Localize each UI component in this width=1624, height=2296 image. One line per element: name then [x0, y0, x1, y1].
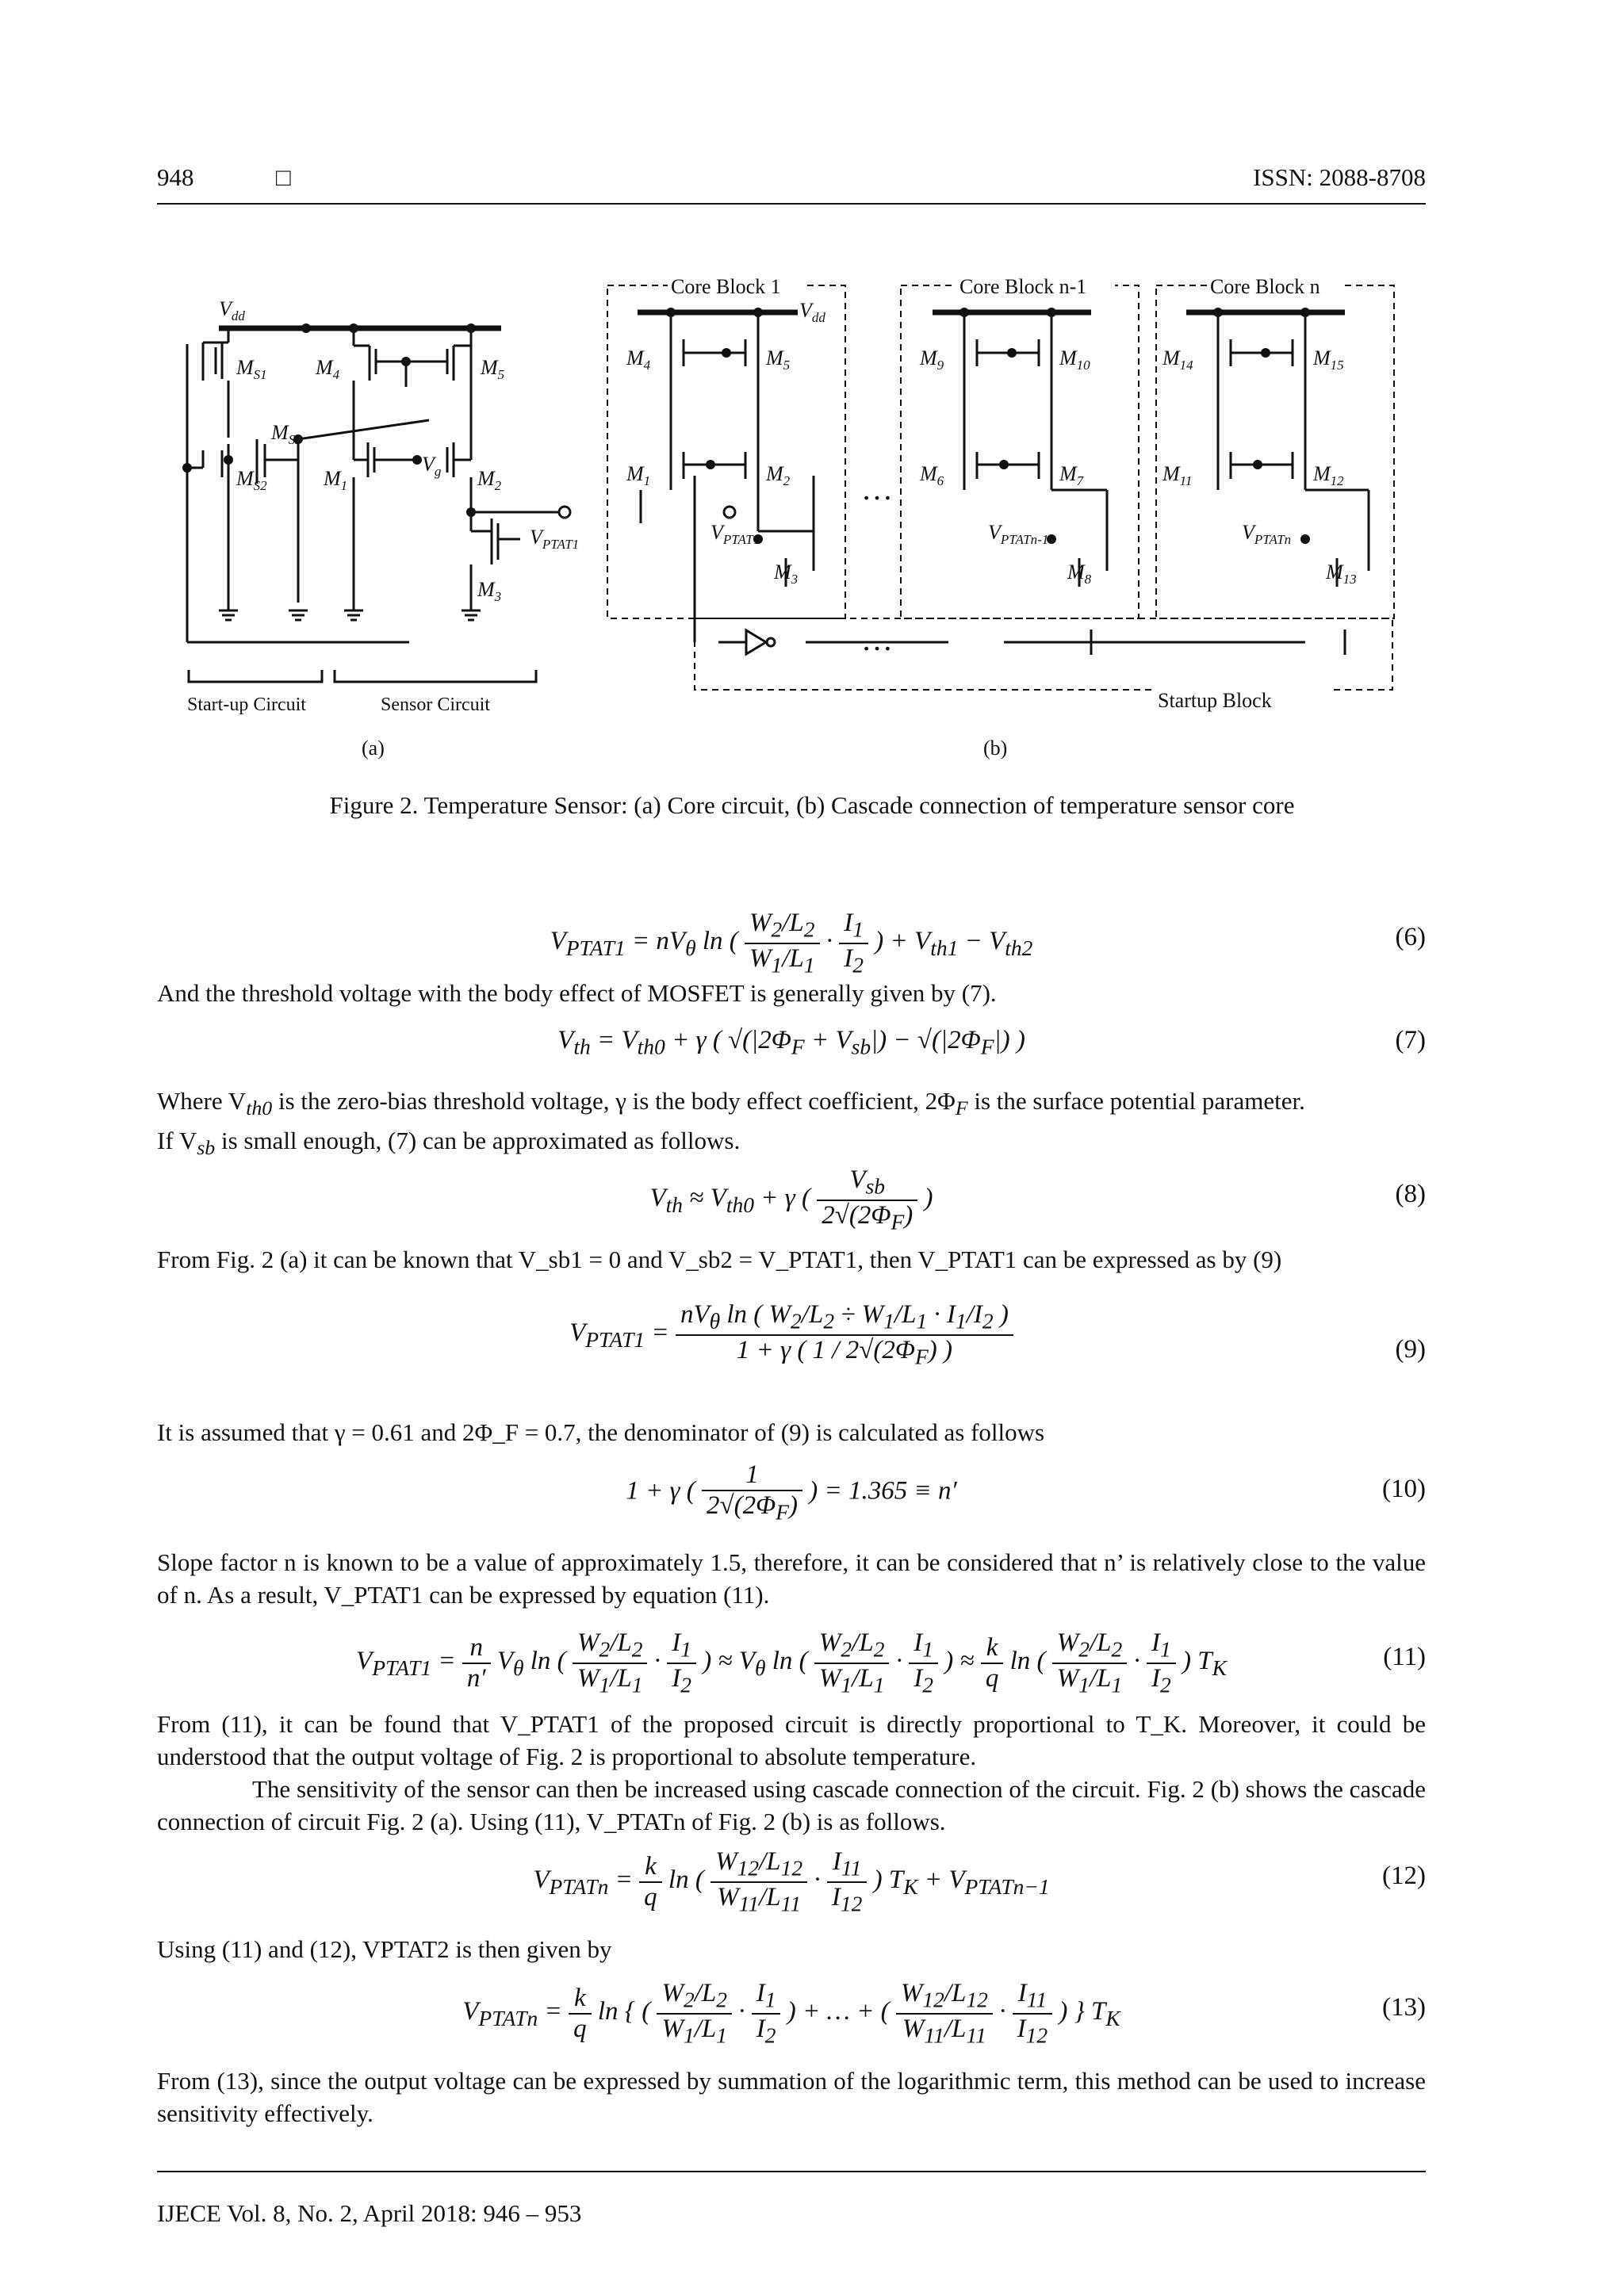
equation-10: 1 + γ ( $\frac{1}{2√(2\Phi_F)}$ ) = 1.365 ≡ n′ (10) — [626, 1460, 1426, 1525]
sensor-circuit-label: Sensor Circuit — [381, 695, 490, 715]
core-block-n-label: Core Block n — [1210, 275, 1320, 298]
page-number: 948 — [157, 163, 194, 191]
svg-text:M2: $M_2$ — [766, 462, 791, 488]
svg-text:MS2: $M_{S2}$ — [236, 467, 267, 493]
paragraph-2: Where $V_{th0}$ is the zero-bias threshold voltage, γ is the body effect coefficient, $2\Phi_F$ is the surface potential parameter. If $V_{sb}$ is small enough, (7) can be approximated as follows. — [157, 1087, 1305, 1160]
svg-text:M15: $M_{15}$ — [1313, 346, 1344, 373]
paragraph-9: From (13), since the output voltage can be expressed by summation of the logarithmic term, this method can be used to increase sensitivity effectively. — [157, 2067, 1426, 2127]
equation-13: $V_{PTATn}$ = $\frac{k}{q}$ ln { ( $\frac{W_2/L_2}{W_1/L_1}$ · $\frac{I_1}{I_2}$ ) + … + ( $\frac{W_{12}/L_{12}}{W_{11}/L_{11}}$ · $\frac{I_{11}}{I_{12}}$ ) } $T_K$ (13) — [462, 1979, 1426, 2048]
header-rule — [157, 203, 1426, 205]
issn: ISSN: 2088-8708 — [1253, 163, 1426, 191]
core-block-n1-label: Core Block n-1 — [959, 275, 1087, 298]
svg-text:M3: $M_3$ — [774, 561, 799, 587]
footer-citation: IJECE Vol. 8, No. 2, April 2018: 946 – 953 — [157, 2199, 582, 2227]
svg-text:M6: $M_6$ — [920, 462, 944, 488]
svg-text:Vdd: $V_{dd}$ — [799, 299, 825, 325]
svg-text:MS3: $M_{S3}$ — [271, 421, 302, 447]
sublabel-b: (b) — [983, 737, 1008, 760]
equation-11: $V_{PTAT1}$ = $\frac{n}{n'}$ $V_\theta$ ln ( $\frac{W_2/L_2}{W_1/L_1}$ · $\frac{I_1}{I_2}$ ) ≈ $V_\theta$ ln ( $\frac{W_2/L_2}{W_1/L_1}$ · $\frac{I_1}{I_2}$ ) ≈ $\frac{k}{q}$ ln ( $\frac{W_2/L_2}{W_1/L_1}$ · $\frac{I_1}{I_2}$ ) $T_K$ (11) — [356, 1628, 1426, 1697]
svg-text:M4: $M_4$ — [316, 356, 340, 382]
startup-circuit-label: Start-up Circuit — [187, 695, 306, 715]
svg-text:M12: $M_{12}$ — [1313, 462, 1344, 488]
equation-7: $V_{th} = V_{th0} + \gamma$ ( $√(|2\Phi_F + V_{sb}|) - √(|2\Phi_F|)$ ) (7) — [557, 1026, 1426, 1059]
vptat1-label-a: $V_{PTAT1}$ — [530, 526, 580, 552]
svg-text:VPTATn-1: $V_{PTATn-1}$ — [988, 521, 1049, 547]
paragraph-4: It is assumed that γ = 0.61 and 2Φ_F = 0.7, the denominator of (9) is calculated as follows — [157, 1418, 1045, 1446]
svg-text:M5: $M_5$ — [481, 356, 505, 382]
equation-9: $V_{PTAT1}$ = $\frac{nV_\theta \ln ( W_2/L_2 \div W_1/L_1 \cdot I_1/I_2 )}{1 + \gamma ( 1 / 2√(2\Phi_F) )}$ (9) — [569, 1300, 1426, 1369]
svg-text:M11: $M_{11}$ — [1162, 462, 1193, 488]
figure-caption: Figure 2. Temperature Sensor: (a) Core circuit, (b) Cascade connection of temperature sensor core — [329, 791, 1295, 819]
svg-text:M1: $M_1$ — [626, 462, 651, 488]
paragraph-5: Slope factor n is known to be a value of approximately 1.5, therefore, it can be considered that n’ is relatively close to the value of n. As a result, V_PTAT1 can be expressed by equation (11). — [157, 1548, 1426, 1609]
footer-rule — [157, 2171, 1426, 2172]
header-box-glyph: □ — [276, 163, 291, 191]
startup-block-label: Startup Block — [1158, 689, 1272, 712]
svg-text:M8: $M_8$ — [1067, 561, 1092, 587]
svg-text:VPTATn: $V_{PTATn}$ — [1242, 521, 1292, 547]
figure-2-circuit — [155, 270, 1427, 777]
paragraph-6: From (11), it can be found that V_PTAT1 of the proposed circuit is directly proportional to T_K. Moreover, it could be understood that the output voltage of Fig. 2 is proportional to absolute temperature. — [157, 1710, 1426, 1770]
svg-text:M1: $M_1$ — [324, 467, 348, 493]
vdd-label-a: $V_{dd}$ — [219, 297, 245, 323]
svg-text:M2: $M_2$ — [477, 467, 502, 493]
svg-text:M14: $M_{14}$ — [1162, 346, 1193, 373]
core-block-1-label: Core Block 1 — [671, 275, 781, 298]
svg-text:MS1: $M_{S1}$ — [236, 356, 267, 382]
svg-text:Vg: $V_g$ — [422, 453, 442, 479]
svg-text:M13: $M_{13}$ — [1326, 561, 1357, 587]
svg-text:M7: $M_7$ — [1059, 462, 1084, 488]
paragraph-7: The sensitivity of the sensor can then be increased using cascade connection of the circuit. Fig. 2 (b) shows the cascade connection of circuit Fig. 2 (a). Using (11), V_PTATn of Fig. 2 (b) is as follows. — [157, 1775, 1426, 1835]
svg-text:M10: $M_{10}$ — [1059, 346, 1090, 373]
paragraph-8: Using (11) and (12), VPTAT2 is then given by — [157, 1935, 612, 1963]
paragraph-3: From Fig. 2 (a) it can be known that V_sb1 = 0 and V_sb2 = V_PTAT1, then V_PTAT1 can be expressed as by (9) — [157, 1246, 1282, 1273]
ellipsis-top: … — [861, 471, 893, 507]
svg-text:M9: $M_9$ — [920, 346, 944, 373]
ellipsis-bottom: … — [861, 622, 893, 657]
equation-6: $V_{PTAT1} = nV_\theta$ ln ( $\frac{W_2/L_2}{W_1/L_1}$ · $\frac{I_1}{I_2}$ ) + $V_{th1} - V_{th2}$ (6) — [550, 909, 1426, 978]
svg-text:M4: $M_4$ — [626, 346, 651, 373]
svg-text:M3: $M_3$ — [477, 578, 502, 604]
svg-text:M5: $M_5$ — [766, 346, 791, 373]
equation-8: $V_{th} \approx V_{th0} + \gamma$ ( $\frac{V_{sb}}{2√(2\Phi_F)}$ ) (8) — [649, 1165, 1426, 1234]
equation-12: $V_{PTATn}$ = $\frac{k}{q}$ ln ( $\frac{W_{12}/L_{12}}{W_{11}/L_{11}}$ · $\frac{I_{11}}{I_{12}}$ ) $T_K + V_{PTATn-1}$ (12) — [533, 1847, 1426, 1916]
sublabel-a: (a) — [362, 737, 385, 760]
svg-text:VPTAT1: $V_{PTAT1}$ — [710, 521, 760, 547]
paragraph-1: And the threshold voltage with the body effect of MOSFET is generally given by (7). — [157, 979, 997, 1007]
